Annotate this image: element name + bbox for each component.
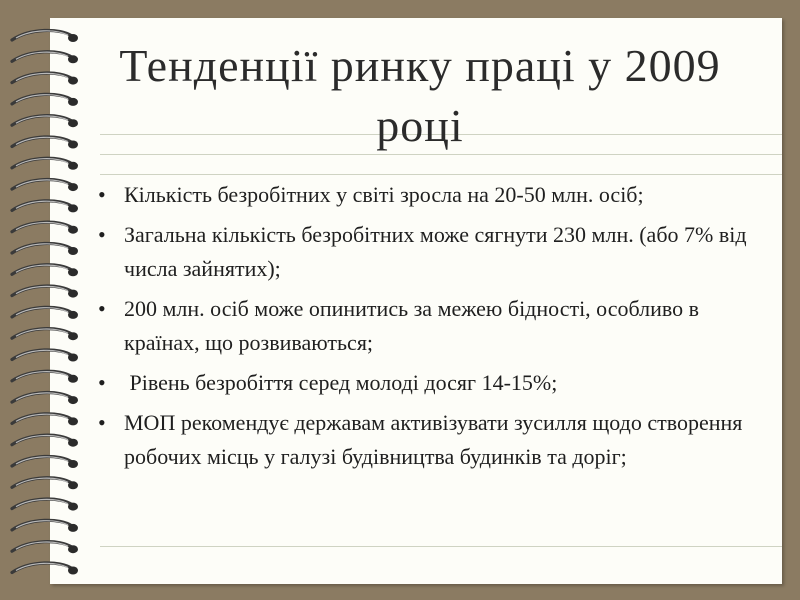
bullet-text: Кількість безробітних у світі зросла на 20-50 млн. осіб; — [124, 182, 644, 207]
bullet-list — [96, 178, 776, 480]
bullet-marker: • — [98, 222, 106, 247]
bullet-text: МОП рекомендує державам активізувати зусилля щодо створення робочих місць у галузі будівництва будинків та доріг; — [124, 410, 743, 469]
bullet-item — [96, 178, 776, 212]
bullet-text: Загальна кількість безробітних може сягнути 230 млн. (або 7% від числа зайнятих); — [124, 222, 747, 281]
bullet-item — [96, 366, 776, 400]
bullet-item — [96, 218, 776, 286]
bullet-marker: • — [98, 296, 106, 321]
bullet-text: 200 млн. осіб може опинитись за межею бідності, особливо в країнах, що розвиваються; — [124, 296, 700, 355]
slide-title: Тенденції ринку праці у 2009 році — [119, 40, 721, 151]
bullet-marker: • — [98, 182, 106, 207]
bullet-item — [96, 292, 776, 360]
bullet-text: Рівень безробіття серед молоді досяг 14-15%; — [124, 370, 558, 395]
ruled-line — [100, 174, 782, 175]
bullet-marker: • — [98, 370, 106, 395]
bullet-item — [96, 406, 776, 474]
ruled-line — [100, 546, 782, 547]
bullet-marker: • — [98, 410, 106, 435]
